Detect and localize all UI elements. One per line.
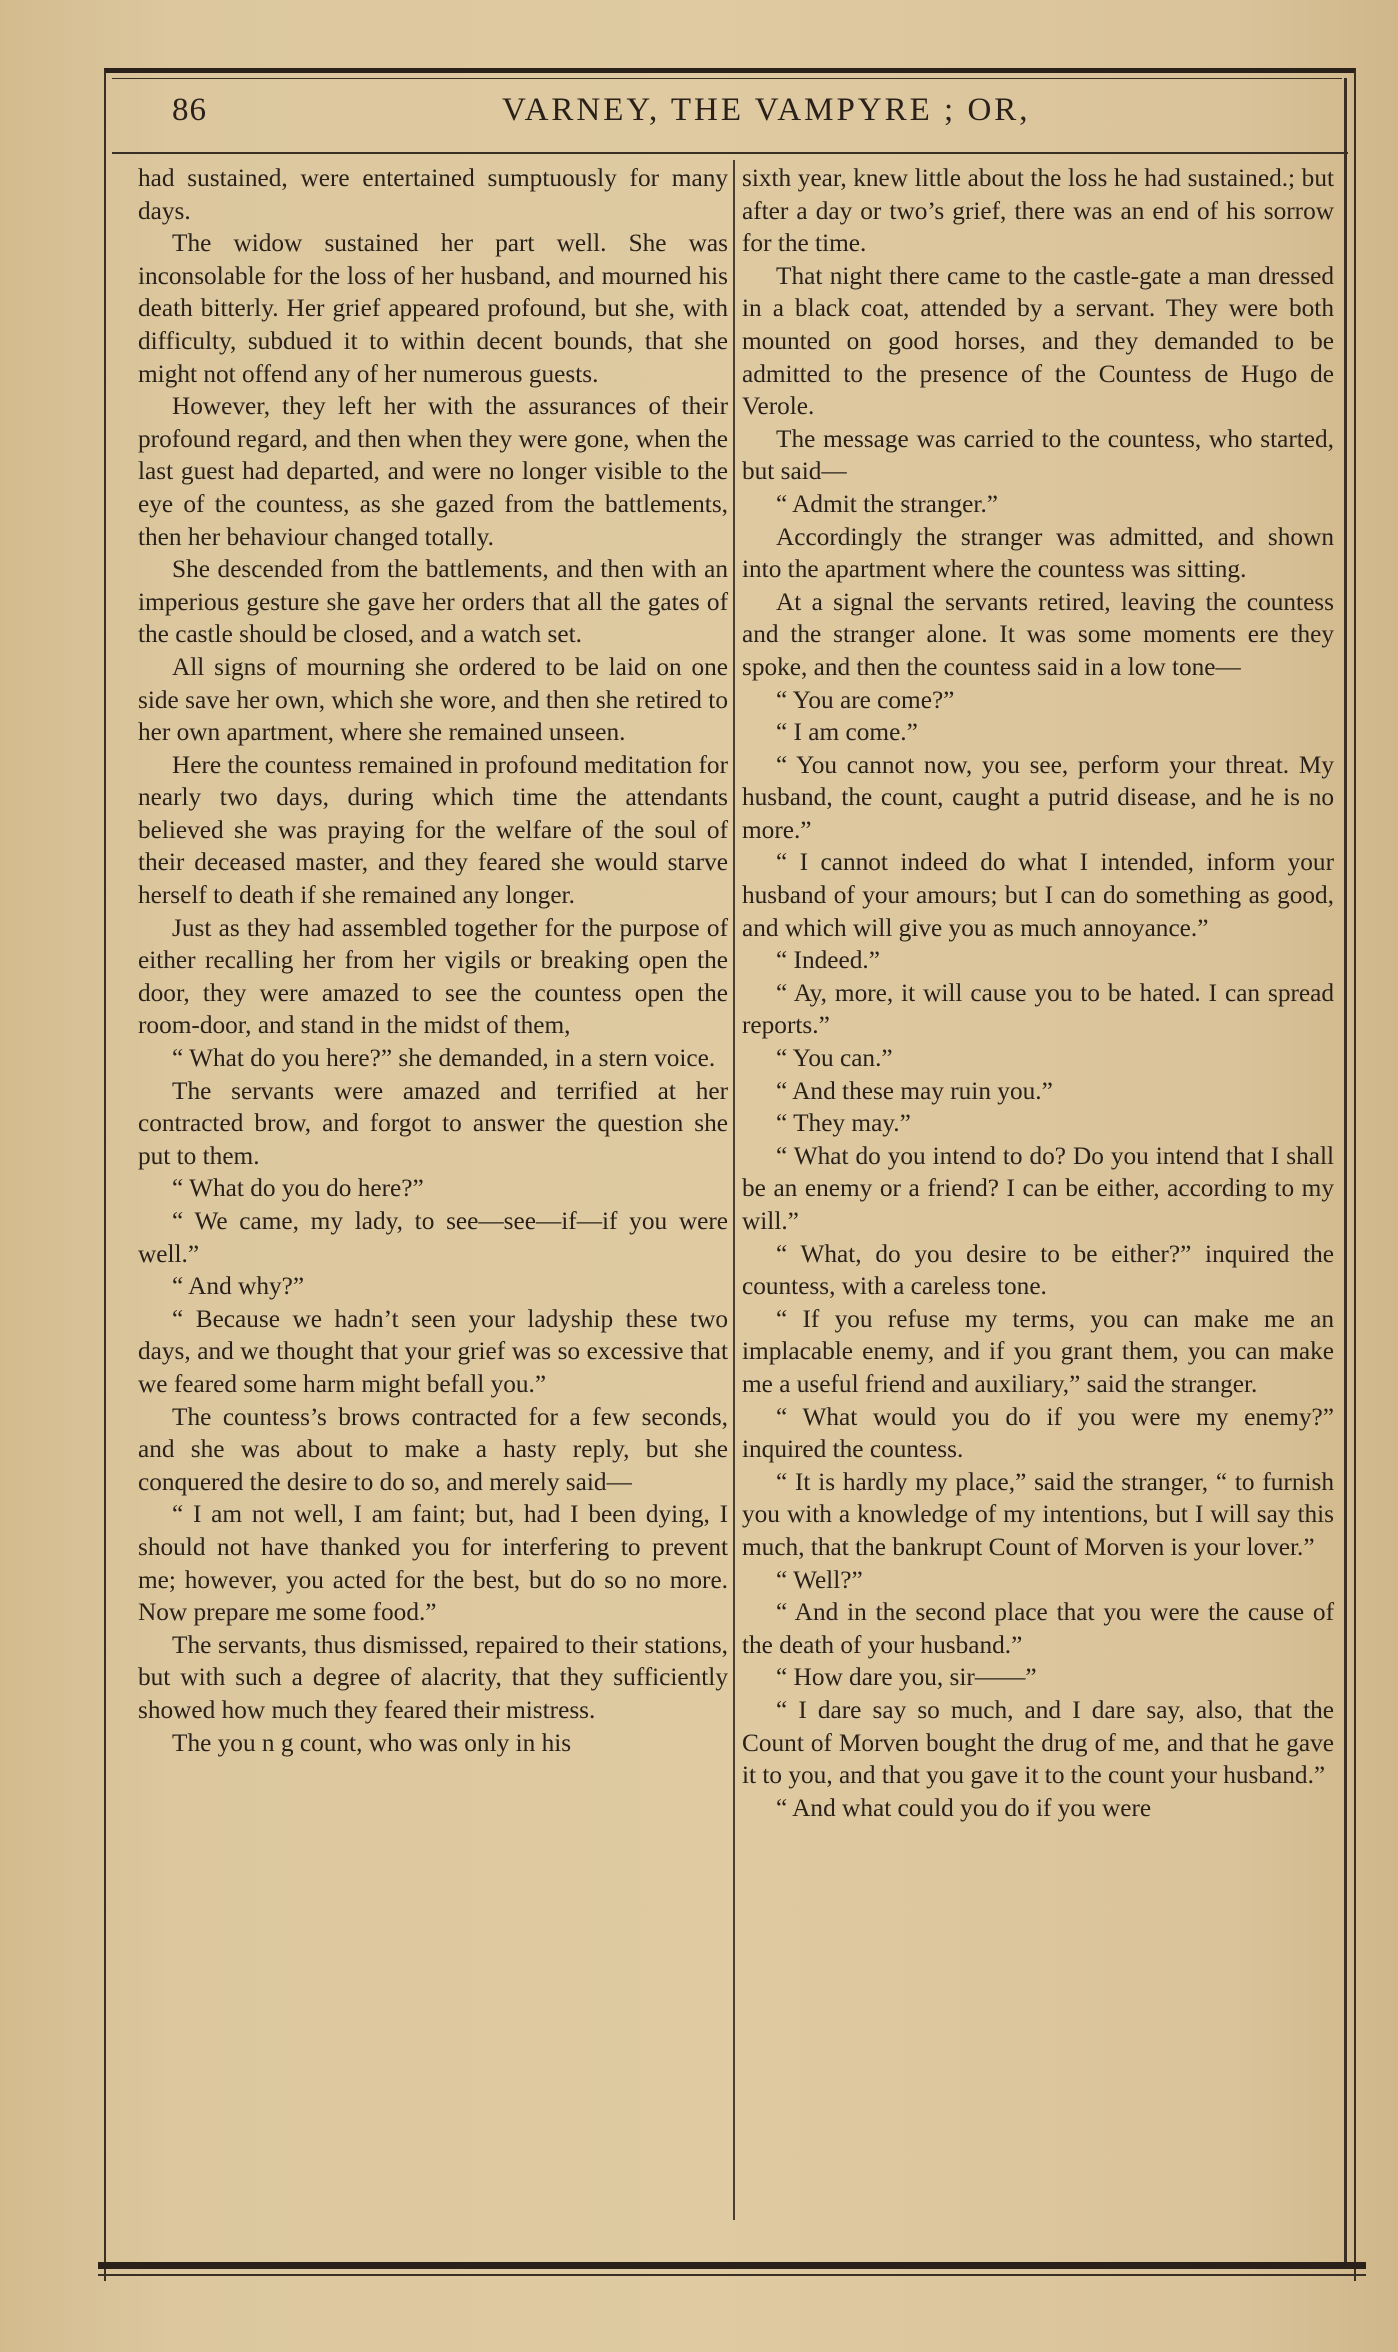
paragraph: The message was carried to the countess, who started, but said— (742, 424, 1334, 486)
paragraph: “ I cannot indeed do what I intended, inform your husband of your amours; but I can do something as good, and which will give you as much annoyance.” (742, 848, 1334, 942)
paragraph: “ You cannot now, you see, perform your threat. My husband, the count, caught a putrid disease, and he is no more.” (742, 750, 1334, 844)
right-border-rule (1344, 78, 1347, 2268)
paragraph: “ They may.” (776, 1109, 911, 1138)
paragraph: “ What do you do here?” (172, 1174, 424, 1203)
paragraph: The widow sustained her part well. She was inconsolable for the loss of her husband, and mourned his death bitterly. Her grief appeared profound, but she, with difficulty, subdued it to within decent bounds, that she might not offend any of her numerous guests. (138, 229, 728, 388)
paragraph: “ I am come.” (776, 718, 918, 747)
paragraph: “ Well?” (776, 1565, 863, 1594)
paragraph: sixth year, knew little about the loss he had sustained.; but after a day or two’s grief, there was an end of his sorrow for the time. (742, 164, 1334, 258)
paragraph: “ What do you here?” she demanded, in a stern voice. (172, 1044, 716, 1073)
paragraph: “ And in the second place that you were the cause of the death of your husband.” (742, 1598, 1334, 1659)
bottom-rule (98, 2262, 1366, 2269)
paragraph: “ Admit the stranger.” (776, 489, 998, 518)
paragraph: The servants were amazed and terrified at her contracted brow, and forgot to answer the question she put to them. (138, 1076, 728, 1170)
paragraph: Accordingly the stranger was admitted, and shown into the apartment where the countess was sitting. (742, 522, 1334, 584)
paragraph: “ Because we hadn’t seen your ladyship these two days, and we thought that your grief was so excessive that we feared some harm might befall you.” (138, 1304, 728, 1398)
paragraph: All signs of mourning she ordered to be laid on one side save her own, which she wore, and then she retired to her own apartment, where she remained unseen. (138, 652, 728, 747)
paragraph: “ It is hardly my place,” said the stranger, “ to furnish you with a knowledge of my intentions, but I will say this much, that the bankrupt Count of Morven is your lover.” (742, 1467, 1334, 1561)
paragraph: The you n g count, who was only in his (172, 1728, 572, 1757)
paragraph: “ And what could you do if you were (776, 1793, 1152, 1822)
paragraph: “ And these may ruin you.” (776, 1076, 1053, 1105)
paragraph: “ Indeed.” (776, 946, 880, 975)
paragraph: That night there came to the castle-gate a man dressed in a black coat, attended by a servant. They were both mounted on good horses, and they demanded to be admitted to the presence of the Countess de Hugo de Verole. (742, 261, 1334, 421)
paragraph: “ What do you intend to do? Do you intend that I shall be an enemy or a friend? I can be either, according to my will.” (742, 1141, 1334, 1235)
paragraph: “ Ay, more, it will cause you to be hated. I can spread reports.” (742, 978, 1334, 1040)
header-rule (112, 152, 1348, 154)
paragraph: “ You can.” (776, 1044, 893, 1073)
right-column (742, 162, 1334, 2212)
paragraph: She descended from the battlements, and then with an imperious gesture she gave her orders that all the gates of the castle should be closed, and a watch set. (138, 555, 728, 649)
paragraph: “ If you refuse my terms, you can make me an implacable enemy, and if you grant them, you can make me a useful friend and auxiliary,” said the stranger. (742, 1304, 1334, 1398)
page-number: 86 (172, 92, 207, 128)
paragraph: had sustained, were entertained sumptuously for many days. (138, 164, 728, 225)
paragraph: “ We came, my lady, to see—see—if—if you were well.” (138, 1207, 728, 1268)
paragraph: Here the countess remained in profound meditation for nearly two days, during which time the attendants believed she was praying for the welfare of the soul of their deceased master, and they feared she would starve herself to death if she remained any longer. (138, 750, 728, 910)
bottom-rule-thin (98, 2274, 1366, 2276)
paragraph: “ I dare say so much, and I dare say, also, that the Count of Morven bought the drug of me, and that he gave it to you, and that you gave it to the count your husband.” (742, 1695, 1334, 1790)
paragraph: “ You are come?” (776, 685, 955, 714)
paragraph: “ What, do you desire to be either?” inquired the countess, with a careless tone. (742, 1239, 1334, 1301)
left-column (138, 162, 728, 2212)
paragraph: Just as they had assembled together for the purpose of either recalling her from her vigils or breaking open the door, they were amazed to see the countess open the room-door, and stand in the midst of them, (138, 913, 728, 1040)
paragraph: “ How dare you, sir——” (776, 1663, 1037, 1692)
paragraph: The servants, thus dismissed, repaired to their stations, but with such a degree of alacrity, that they sufficiently showed how much they feared their mistress. (138, 1630, 728, 1724)
paragraph: The countess’s brows contracted for a few seconds, and she was about to make a hasty reply, but she conquered the desire to do so, and merely said— (138, 1402, 728, 1496)
paragraph: However, they left her with the assurances of their profound regard, and then when they were gone, when the last guest had departed, and were no longer visible to the eye of the countess, as she gazed from the battlements, then her behaviour changed totally. (138, 392, 728, 551)
running-title: VARNEY, THE VAMPYRE ; OR, (502, 92, 1031, 128)
paragraph: “ I am not well, I am faint; but, had I been dying, I should not have thanked you for interfering to prevent me; however, you acted for the best, but do so no more. Now prepare me some food.” (138, 1500, 728, 1627)
paragraph: “ And why?” (172, 1272, 305, 1301)
column-divider (733, 160, 735, 2220)
paragraph: At a signal the servants retired, leaving the countess and the stranger alone. It was some moments ere they spoke, and then the countess said in a low tone— (742, 587, 1334, 681)
page-header (112, 88, 1342, 138)
paragraph: “ What would you do if you were my enemy?” inquired the countess. (742, 1402, 1334, 1464)
